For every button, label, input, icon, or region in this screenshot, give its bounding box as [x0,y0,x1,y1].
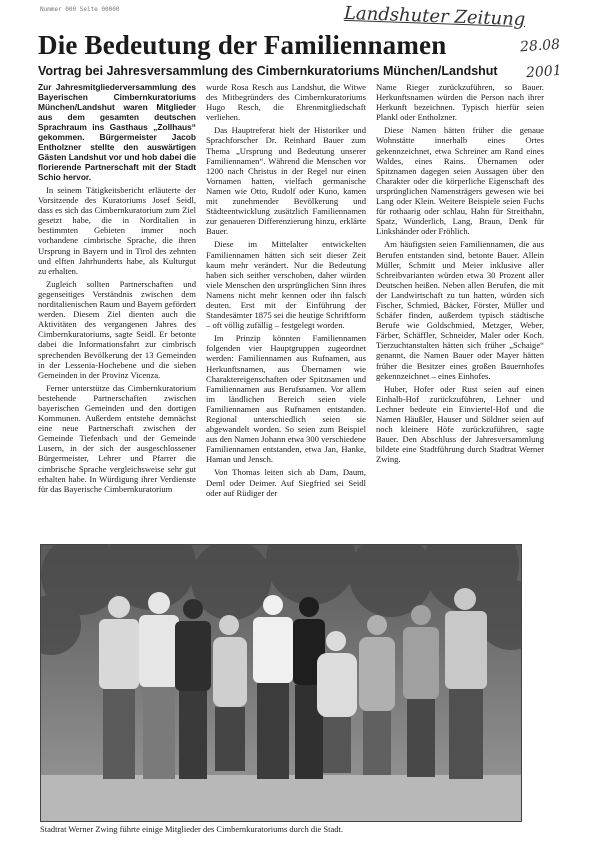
article-paragraph: Das Hauptreferat hielt der Historiker und Sprachforscher Dr. Reinhard Bauer zum Thema „Ursprung und Bedeutung unserer Familiennamen“. Während die Menschen vor 1200 nach Christus in der Regel nur einen Vornamen hatten, vielfach germanische Namen wie Otto, Rudolf oder Kuno, kamen mit zunehmender Bevölkerung und Städteentwicklung zusätzlich Familiennamen zur genaueren Differenzierung hinzu, erklärte Bauer. [206,125,366,237]
handwritten-newspaper-name: Landshuter Zeitung [343,2,526,31]
masthead-fragment: Nummer 000 Seite 00000 [40,6,120,13]
article-column-3 [376,82,544,542]
article-paragraph: Zugleich sollten Partnerschaften und gegenseitiges Verständnis zwischen dem norditalienischen Raum und Bayern gefördert werden. Diesem Ziel dienten auch die Aktivitäten des vergangenen Jahres des Cimbernkuratoriums, sagte Seidl. Er betonte dabei die Informationsfahrt zur cimbrisch sprechenden Bevölkerung der 13 Gemeinden in der Lessenia-Hochebene und die sieben Gemeinden in der Provinz Vicenza. [38,278,196,380]
group-photo [40,544,522,822]
article-headline: Die Bedeutung der Familiennamen [38,30,447,60]
article-paragraph: Ferner unterstütze das Cimbernkuratorium bestehende Partnerschaften zwischen bayerischen Gemeinden und den dortigen Kommunen. Außerdem entstehe demnächst eine neue Partnerschaft zwischen der Gemeinde Tiefenbach und der Gemeinde Lusern, in der sich der ausgeschlossener Bürgermeister, Lehrer und Pfarrer die cimbrische Sprache vergleichsweise sehr gut erhalten habe. In Würdigung ihrer Verdienste für das Bayerische Cimbernkuratorium [38,382,196,494]
photo-caption: Stadtrat Werner Zwing führte einige Mitglieder des Cimbernkuratoriums durch die Stadt. [40,824,343,834]
article-paragraph: Von Thomas leiten sich ab Dam, Daum, Deml oder Deimer. Auf Siegfried sei Seidl oder auf Rüdiger der [206,467,366,498]
article-paragraph: wurde Rosa Resch aus Landshut, die Witwe des Mitbegründers des Cimbernkuratoriums Hugo Resch, die Ehrenmitgliedschaft verliehen. [206,82,366,123]
article-paragraph: In seinem Tätigkeitsbericht erläuterte der Vorsitzende des Kuratoriums Josef Seidl, dass es sich das Cimbernkuratorium zum Ziel gesetzt habe, die in Norditalien in bestimmten Gebieten immer noch vorhandene cimbrische Sprache, die ihren Ursprung in Bayern und in Tirol des zehnten und elften Jahrhunderts habe, als Kulturgut zu erhalten. [38,185,196,276]
article-paragraph: Am häufigsten seien Familiennamen, die aus Berufen entstanden sind, betonte Bauer. Allein Müller, Schmitt und Meier inklusive aller Schreibvarianten würden etwa 30 Prozent aller Deutschen heißen. Neben allen Berufen, die mit der Landwirtschaft zu tun hatten, würden sich Fischer, Schmied, Bäcker, Förster, Müller und Schäfer finden, außerdem typisch städtische Berufe wie Goldschmied, Metzger, Weber, Färber, Schäffler, Schneider, Maler oder Koch. Tierzuchtanstalten hätten sich früher „Schaige“ genannt, die Namen Bauer oder Mayer hätten früher die Besitzer eines großen Bauernhofes gekennzeichnet – eines Einhofes. [376,239,544,381]
handwritten-year: 2001 [525,62,563,82]
article-column-1 [38,82,196,542]
group-photo-illustration [41,545,521,821]
article-paragraph: Huber, Hofer oder Rust seien auf einen Einhalb-Hof zurückzuführen, Lehner und Lechner bedeute ein Einviertel-Hof und die Namen Häußler, Hauser und Söldner seien auf noch kleinere Höfe zurückzuführen, sagte Bauer. Den Abschluss der Jahresversammlung bildete eine Stadtführung durch Stadtrat Werner Zwing. [376,383,544,465]
article-column-2 [206,82,366,542]
article-paragraph: Diese Namen hätten früher die genaue Wohnstätte innerhalb eines Ortes gekennzeichnet, etwa Schreiner am Rand eines Waldes, eines Rains. Übernamen oder Spitznamen dagegen seien Aussagen über den Charakter oder die körperliche Eigenschaft des ursprünglichen Namensträgers gewesen wie bei Lang oder Klein. Weitere Beispiele seien Fuchs für rothaarig oder schlau, Hahn für Streithahn, Spatz, Wunderlich, Lang, Braun, Denk für Linkshänder oder Fröhlich. [376,125,544,237]
article-subhead: Vortrag bei Jahresversammlung des Cimbernkuratoriums München/Landshut [38,64,498,78]
article-paragraph: Diese im Mittelalter entwickelten Familiennamen hätten sich seit dieser Zeit kaum mehr verändert. Nur die Bedeutung haben sich seither verschoben, daher würden viele Menschen den ursprünglichen Sinn ihres Namens nicht mehr kennen oder ihn falsch deuten. Erst mit der Einführung der Standesämter 1875 sei die heutige Schriftform – oft völlig zufällig – festgelegt worden. [206,239,366,331]
handwritten-date: 28.08 [519,36,561,56]
article-paragraph: Name Rieger zurückzuführen, so Bauer. Herkunftsnamen würden die Person nach ihrer Herkunft bezeichnen. Typisch hierfür seien Plankl oder Entholzner. [376,82,544,123]
article-paragraph: Im Prinzip könnten Familiennamen folgenden vier Hauptgruppen zugeordnet werden: Familiennamen aus Rufnamen, aus Herkunftsnamen, aus Übernamen wie Charaktereigenschaften oder Spitznamen und Familiennamen aus Berufsnamen. Vor allem im ländlichen Bereich seien viele Familiennamen aus Rufnamen entstanden. Regional unterschiedlich seien sie abgewandelt worden. So seien zum Beispiel aus den Namen Johann etwa 300 verschiedene Familiennamen entstanden, etwa Jan, Hanke, Haman und Jensch. [206,333,366,465]
article-lead-paragraph: Zur Jahresmitgliederversammlung des Bayerischen Cimbernkuratoriums München/Landshut waren Mitglieder aus dem gesamten deutschen Sprachraum ins Gasthaus „Zollhaus“ gekommen. Bürgermeister Jacob Entholzner stellte den auswärtigen Gästen Landshut vor und hob dabei die florierende Partnerschaft mit der Stadt Schio hervor. [38,82,196,182]
